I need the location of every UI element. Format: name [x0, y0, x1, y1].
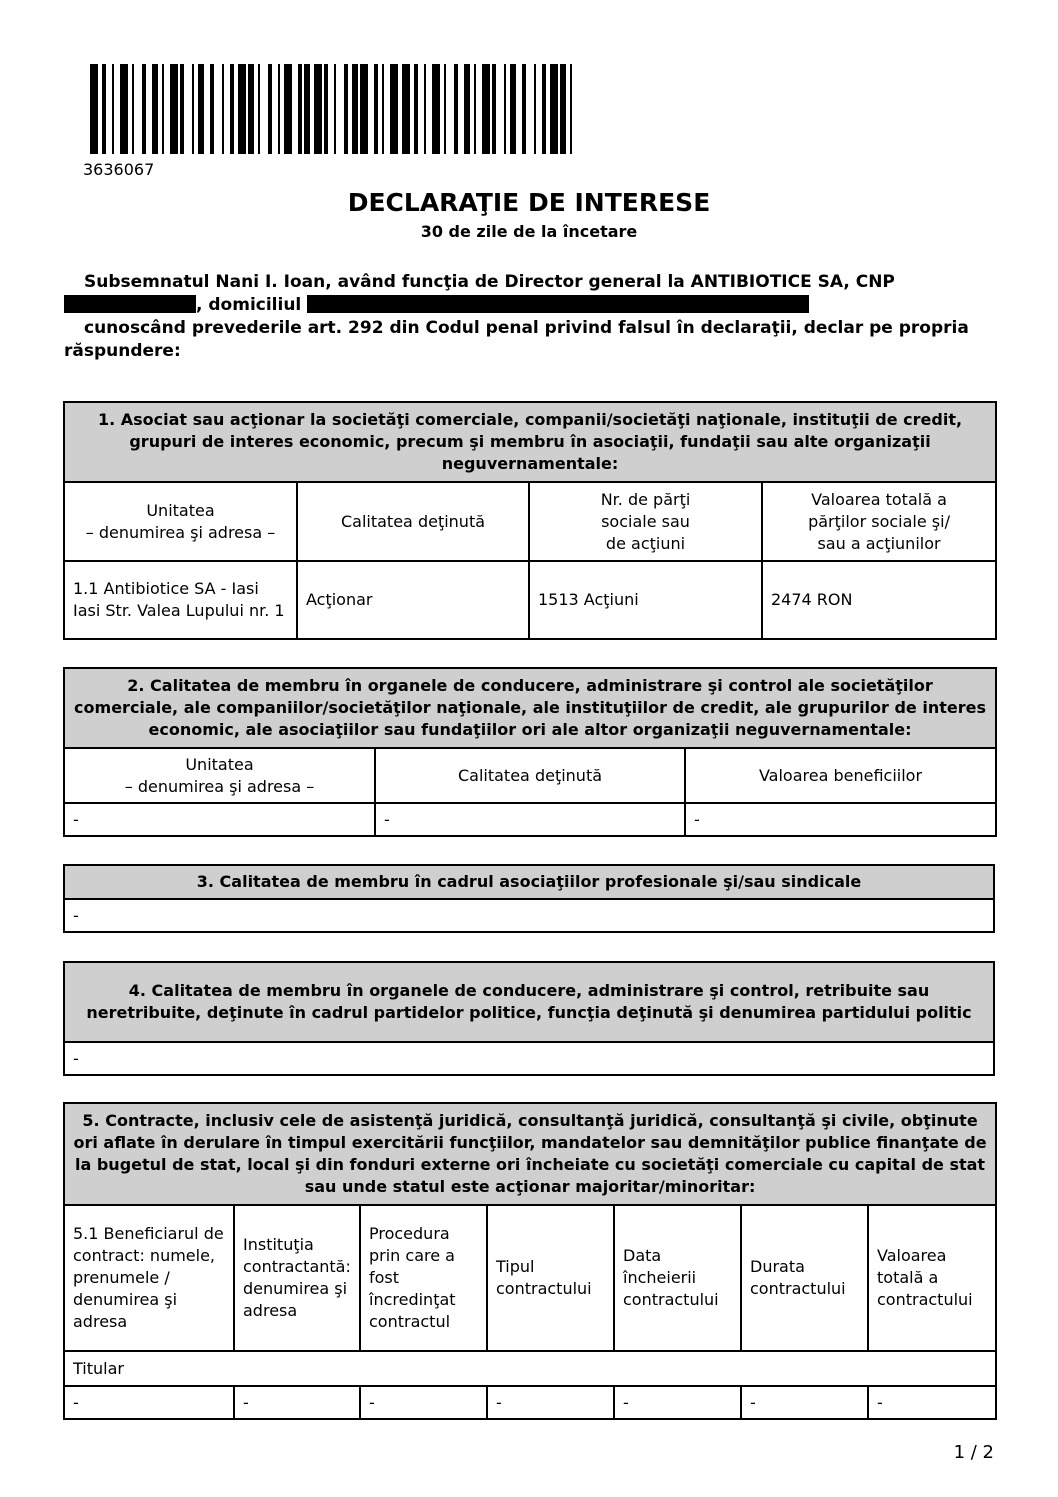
s5-cell-7: -	[868, 1386, 996, 1419]
redacted-address	[307, 295, 809, 313]
s1-cell-shares: 1513 Acţiuni	[529, 561, 762, 639]
intro-line-3: cunoscând prevederile art. 292 din Codul penal privind falsul în declaraţii, declar pe propria	[84, 318, 969, 338]
s5-header-type: Tipul contractului	[487, 1205, 614, 1351]
section-1-heading: 1. Asociat sau acţionar la societăţi comerciale, companii/societăţi naţionale, instituţii de credit, grupuri de interes economic, precum şi membru în asociaţii, fundaţii sau alte organizaţii neguvernamentale:	[64, 402, 996, 482]
s5-cell-6: -	[741, 1386, 868, 1419]
section-3-table	[63, 864, 995, 933]
document-subtitle: 30 de zile de la încetare	[420, 222, 638, 241]
s4-cell: -	[64, 1042, 994, 1075]
intro-line-1: Subsemnatul Nani I. Ioan, având funcţia de Director general la ANTIBIOTICE SA, CNP	[84, 272, 895, 292]
s2-cell-role: -	[375, 803, 685, 836]
s3-cell: -	[64, 899, 994, 932]
intro-line-4: răspundere:	[64, 341, 181, 361]
barcode	[90, 64, 572, 154]
s1-cell-role: Acţionar	[297, 561, 529, 639]
s5-cell-5: -	[614, 1386, 741, 1419]
redacted-cnp	[64, 295, 196, 313]
s5-cell-4: -	[487, 1386, 614, 1419]
s1-header-role: Calitatea deţinută	[297, 482, 529, 561]
section-2-heading: 2. Calitatea de membru în organele de conducere, administrare şi control ale societăţilor comerciale, ale companiilor/societăţilor naţionale, ale instituţiilor de credit, ale grupurilor de interes economic, ale asociaţiilor sau fundaţiilor ori ale altor organizaţii neguvernamentale:	[64, 668, 996, 748]
section-2-table	[63, 667, 997, 837]
s5-header-duration: Durata contractului	[741, 1205, 868, 1351]
document-title: DECLARAŢIE DE INTERESE	[347, 188, 711, 217]
s2-cell-unit: -	[64, 803, 375, 836]
s5-header-value: Valoarea totală a contractului	[868, 1205, 996, 1351]
s5-header-procedure: Procedura prin care a fost încredinţat contractul	[360, 1205, 487, 1351]
section-5-table	[63, 1102, 997, 1420]
s5-cell-3: -	[360, 1386, 487, 1419]
s5-header-beneficiary: 5.1 Beneficiarul de contract: numele, prenumele / denumirea şi adresa	[64, 1205, 234, 1351]
s2-header-role: Calitatea deţinută	[375, 748, 685, 803]
s5-cell-1: -	[64, 1386, 234, 1419]
section-1-table	[63, 401, 997, 640]
intro-line-2	[64, 293, 809, 317]
s1-cell-unit: 1.1 Antibiotice SA - Iasi Iasi Str. Valea Lupului nr. 1	[64, 561, 297, 639]
s2-header-unit: Unitatea – denumirea şi adresa –	[64, 748, 375, 803]
s5-header-institution: Instituţia contractantă: denumirea şi adresa	[234, 1205, 360, 1351]
page-number: 1 / 2	[953, 1442, 994, 1463]
s2-header-benefits: Valoarea beneficiilor	[685, 748, 996, 803]
s5-cell-2: -	[234, 1386, 360, 1419]
s5-header-date: Data încheierii contractului	[614, 1205, 741, 1351]
section-3-heading: 3. Calitatea de membru în cadrul asociaţiilor profesionale şi/sau sindicale	[64, 865, 994, 899]
section-5-heading: 5. Contracte, inclusiv cele de asistenţă juridică, consultanţă juridică, consultanţă şi civile, obţinute ori aflate în derulare în timpul exercitării funcţiilor, mandatelor sau demnităţilor publice finanţate de la bugetul de stat, local şi din fonduri externe ori încheiate cu societăţi comerciale cu capital de stat sau unde statul este acţionar majoritar/minoritar:	[64, 1103, 996, 1205]
s1-header-shares: Nr. de părţi sociale sau de acţiuni	[529, 482, 762, 561]
barcode-number: 3636067	[83, 160, 155, 179]
intro-domiciliu-label: , domiciliul	[196, 295, 302, 315]
s5-titular-row: Titular	[64, 1351, 996, 1386]
section-4-heading: 4. Calitatea de membru în organele de conducere, administrare şi control, retribuite sau neretribuite, deţinute în cadrul partidelor politice, funcţia deţinută şi denumirea partidului politic	[64, 962, 994, 1042]
s1-header-value: Valoarea totală a părţilor sociale şi/ sau a acţiunilor	[762, 482, 996, 561]
s2-cell-benefits: -	[685, 803, 996, 836]
s1-cell-value: 2474 RON	[762, 561, 996, 639]
section-4-table	[63, 961, 995, 1076]
s1-header-unit: Unitatea – denumirea şi adresa –	[64, 482, 297, 561]
